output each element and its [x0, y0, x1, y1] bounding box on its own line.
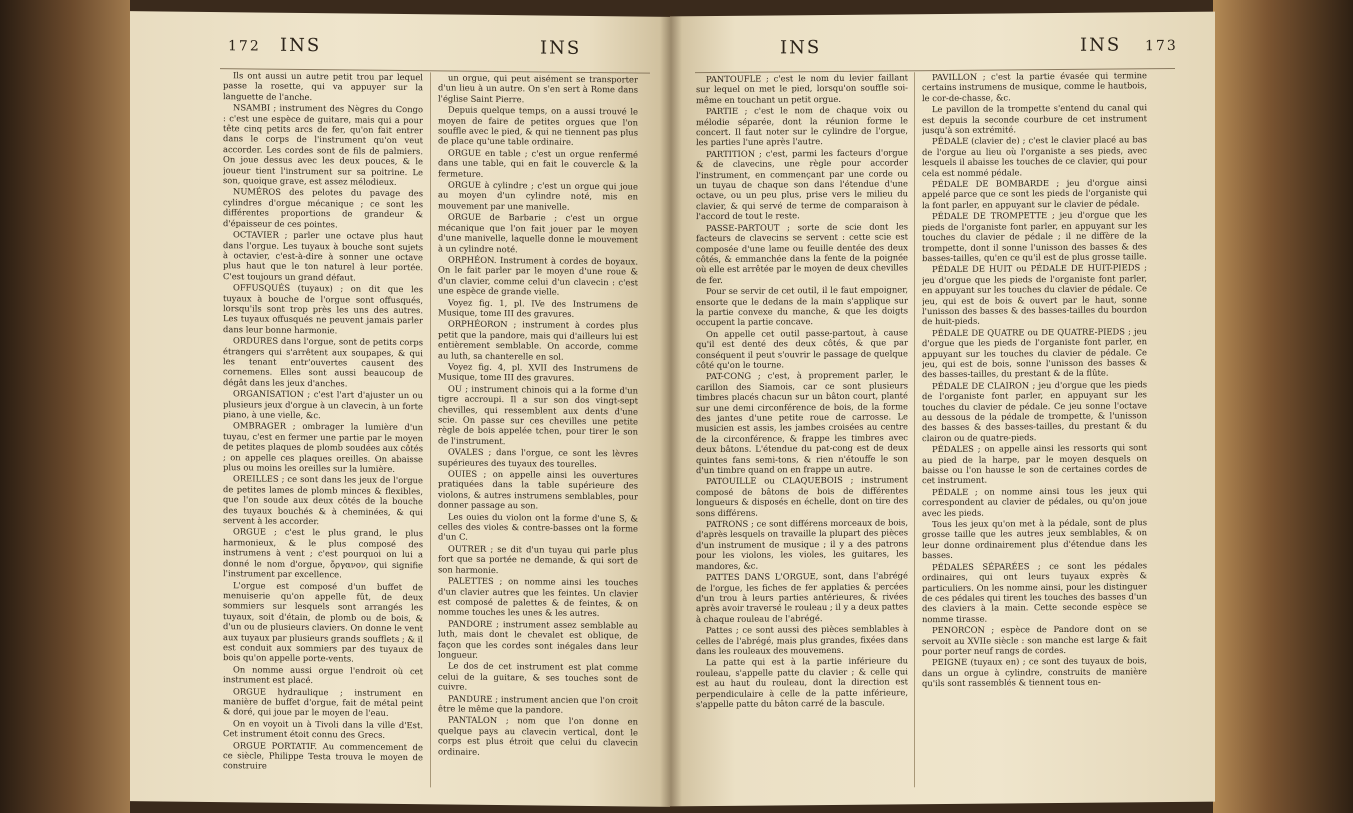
dictionary-entry: PANDURE ; instrument ancien que l'on croit être le même que la pandore.	[438, 693, 638, 715]
dictionary-entry: un orgue, qui peut aisément se transporter d'un lieu à un autre. On s'en sert à Rome dans l'église Saint Pierre.	[438, 72, 638, 105]
dictionary-entry: PATTES DANS L'ORGUE, sont, dans l'abrégé de l'orgue, les fiches de fer applaties & percées d'un trou à leurs parties antérieures, & rivées après avoir traversé le rouleau ; il y a deux pattes à chaque rouleau de l'abrégé.	[696, 570, 908, 624]
dictionary-entry: Tous les jeux qu'on met à la pédale, sont de plus grosse taille que les autres jeux semblables, & on leur donne ordinairement plus d'étendue dans les basses.	[922, 517, 1147, 561]
dictionary-entry: ORGUE hydraulique ; instrument en manière de buffet d'orgue, fait de métal peint & doré, qui joue par le moyen de l'eau.	[223, 685, 423, 719]
dictionary-entry: La patte qui est à la partie inférieure du rouleau, s'appelle patte du clavier ; & celle qui est au haut du rouleau, dont la direction est perpendiculaire à celle de la patte inférieure, s'appelle patte du bâton carré de la bascule.	[696, 655, 908, 710]
dictionary-entry: ORPHÉON. Instrument à cordes de boyaux. On le fait parler par le moyen d'une roue & d'un clavier, comme celui d'un clavecin : c'est une espèce de grande vielle.	[438, 254, 638, 297]
right-headword: INS	[1080, 34, 1122, 56]
dictionary-entry: PÉDALE DE HUIT ou PÉDALE DE HUIT-PIEDS ; jeu d'orgue que les pieds de l'organiste font parler, en appuyant sur les touches du clavier de pédale. Ce jeu, qui est de bois & ouvert par le haut, sonne l'unisson des basses & des basses-tailles du bourdon de huit-pieds.	[922, 262, 1147, 327]
right-page-header	[670, 34, 1215, 65]
dictionary-entry: Le pavillon de la trompette s'entend du canal qui est depuis la seconde courbure de cet instrument jusqu'à son extrémité.	[922, 102, 1147, 136]
dictionary-entry: OVALES ; dans l'orgue, ce sont les lèvres supérieures des tuyaux des tourelles.	[438, 446, 638, 469]
dictionary-entry: On nomme aussi orgue l'endroit où cet instrument est placé.	[223, 664, 423, 686]
dictionary-entry: PÉDALES SÉPARÉES ; ce sont les pédales ordinaires, qui ont leurs tuyaux exprès & particuliers. On les nomme ainsi, pour les distinguer de ces pédales qui tirent les touches des basses d'un des claviers à la main. Cette seconde espèce se nomme tirasse.	[922, 559, 1147, 624]
dictionary-entry: OFFUSQUÉS (tuyaux) ; on dit que les tuyaux à bouche de l'orgue sont offusqués, lorsqu'ils sont trop près les uns des autres. Les tuyaux offusqués ne peuvent jamais parler dans leur bonne harmonie.	[223, 282, 423, 336]
dictionary-entry: PÉDALE DE BOMBARDE ; jeu d'orgue ainsi appelé parce que ce sont les pieds de l'organiste qui la font parler, en appuyant sur le clavier de pédale.	[922, 177, 1147, 211]
left-headword: INS	[280, 34, 322, 57]
left-column-divider	[430, 72, 431, 787]
dictionary-entry: PATRONS ; ce sont différens morceaux de bois, d'après lesquels on travaille la plupart des pièces d'un instrument de musique ; il y a des patrons pour les violons, les violes, les guitares, les mandores, &c.	[696, 517, 908, 571]
dictionary-entry: Le dos de cet instrument est plat comme celui de la guitare, & ses touches sont de cuivre.	[438, 660, 638, 692]
dictionary-entry: PANDORE ; instrument assez semblable au luth, mais dont le chevalet est oblique, de façon que les cordes sont inégales dans leur longueur.	[438, 618, 638, 660]
dictionary-entry: NSAMBI ; instrument des Nègres du Congo : c'est une espèce de guitare, mais qui a pour tête cinq petits arcs de fer, qu'on fait entrer dans le corps de l'instrument qu'on veut accorder. Les cordes sont de fils de palmiers. On joue dessus avec les deux pouces, & le joueur tient l'instrument sur sa poitrine. Le son, quoique grave, est assez mélodieux.	[223, 102, 423, 188]
dictionary-entry: PÉDALE DE CLAIRON ; jeu d'orgue que les pieds de l'organiste font parler, en appuyant sur les touches du clavier de pédale. Ce jeu sonne l'octave au dessous de la pédale de trompette, & l'unisson des basses & des basses-tailles, du prestant & du clairon ou de quatre-pieds.	[922, 378, 1147, 443]
dictionary-entry: ORGUE ; c'est le plus grand, le plus harmonieux, & le plus composé des instrumens à vent ; c'est pourquoi on lui a donné le nom d'orgue, ὄργανον, qui signifie l'instrument par excellence.	[223, 526, 423, 580]
right-center-headword: INS	[780, 37, 822, 59]
dictionary-entry: Pour se servir de cet outil, il le faut empoigner, ensorte que le dedans de la main s'applique sur la partie convexe du manche, & que les doigts occupent la partie concave.	[696, 284, 908, 328]
dictionary-entry: OU ; instrument chinois qui a la forme d'un tigre accroupi. Il a sur son dos vingt-sept chevilles, qui ressemblent aux dents d'une scie. On passe sur ces chevilles une petite règle de bois appelée tchen, pour tirer le son de l'instrument.	[438, 383, 638, 446]
right-page-column-2	[922, 70, 1147, 787]
dictionary-entry: Voyez fig. 1, pl. IVe des Instrumens de Musique, tome III des gravures.	[438, 297, 638, 319]
dictionary-entry: PÉDALE (clavier de) ; c'est le clavier placé au bas de l'orgue au lieu où l'organiste a ses pieds, avec lesquels il abaisse les touches de ce clavier, qui pour cela est nommé pédale.	[922, 134, 1147, 178]
dictionary-entry: On en voyoit un à Tivoli dans la ville d'Est. Cet instrument étoit connu des Grecs.	[223, 718, 423, 741]
book-cover-left	[0, 0, 130, 813]
dictionary-entry: PANTALON ; nom que l'on donne en quelque pays au clavecin vertical, dont le corps est plus étroit que celui du clavecin ordinaire.	[438, 714, 638, 757]
dictionary-entry: ORGUE en table ; c'est un orgue renfermé dans une table, qui en fait le couvercle & la fermeture.	[438, 147, 638, 179]
dictionary-entry: PARTITION ; c'est, parmi les facteurs d'orgue & de clavecins, une règle pour accorder l'instrument, en commençant par une corde ou un tuyau de chaque son dans l'étendue d'une octave, ou un peu plus, prise vers le milieu du clavier, & qui servé de terme de comparaison à l'accord de tout le reste.	[696, 147, 908, 222]
dictionary-entry: OMBRAGER ; ombrager la lumière d'un tuyau, c'est en fermer une partie par le moyen de petites plaques de plomb soudées aux côtés ; on appelle ces plaques oreilles. On abaisse plus ou moins les oreilles sur la lumière.	[223, 420, 423, 474]
left-center-headword: INS	[540, 37, 582, 59]
dictionary-entry: On appelle cet outil passe-partout, à cause qu'il est denté des deux côtés, & que par conséquent il peut s'ouvrir le passage de quelque côté qu'on le tourne.	[696, 327, 908, 371]
dictionary-entry: Les ouies du violon ont la forme d'une S, & celles des violes & contre-basses ont la forme d'un C.	[438, 511, 638, 543]
dictionary-entry: OUIES ; on appelle ainsi les ouvertures pratiquées dans la table supérieure des violons, & autres instrumens semblables, pour donner passage au son.	[438, 468, 638, 511]
dictionary-entry: PÉDALE DE TROMPETTE ; jeu d'orgue que les pieds de l'organiste font parler, en appuyant sur les touches du clavier de pédale ; il ne diffère de la trompette, dont il sonne l'unisson des basses & des basses-tailles, qu'en ce qu'il est de plus grosse taille.	[922, 209, 1147, 264]
book-gutter	[660, 10, 682, 810]
dictionary-entry: OREILLES ; ce sont dans les jeux de l'orgue de petites lames de plomb minces & flexibles, que l'on soude aux deux côtés de la bouche des tuyaux bouchés & à cheminées, & qui servent à les accorder.	[223, 473, 423, 527]
dictionary-entry: Ils ont aussi un autre petit trou par lequel passe la rosette, qui va appuyer sur la languette de l'anche.	[223, 70, 423, 102]
dictionary-entry: PARTIE ; c'est le nom de chaque voix ou mélodie séparée, dont la réunion forme le concert. Il faut noter sur le cylindre de l'orgue, les parties l'une après l'autre.	[696, 104, 908, 148]
dictionary-entry: PASSE-PARTOUT ; sorte de scie dont les facteurs de clavecins se servent : cette scie est composée d'une lame ou feuille dentée des deux côtés, & emmanchée dans la fente de la poignée où elle est arrêtée par le moyen de deux chevilles de fer.	[696, 220, 908, 285]
left-page-column-1	[223, 70, 423, 787]
dictionary-entry: ORGUE de Barbarie ; c'est un orgue mécanique que l'on fait jouer par le moyen d'une manivelle, laquelle donne le mouvement à un cylindre noté.	[438, 211, 638, 254]
dictionary-entry: ORGUE PORTATIF. Au commencement de ce siècle, Philippe Testa trouva le moyen de construire	[223, 739, 423, 772]
right-page	[670, 12, 1215, 807]
dictionary-entry: ORDURES dans l'orgue, sont de petits corps étrangers qui s'arrêtent aux soupapes, & qui les tenant entr'ouvertes causent des cornemens. Elles sont aussi beaucoup de dégât dans les jeux d'anches.	[223, 335, 423, 389]
dictionary-entry: PÉDALE ; on nomme ainsi tous les jeux qui correspondent au clavier de pédales, ou qu'on joue avec les pieds.	[922, 485, 1147, 518]
dictionary-entry: ORPHÉORON ; instrument à cordes plus petit que la pandore, mais qui d'ailleurs lui est entièrement semblable. On accorde, comme au luth, sa chanterelle en sol.	[438, 318, 638, 362]
dictionary-entry: PALETTES ; on nomme ainsi les touches d'un clavier autres que les feintes. Un clavier est composé de palettes & de feintes, & on nomme touches les unes & les autres.	[438, 575, 638, 619]
dictionary-entry: Depuis quelque temps, on a aussi trouvé le moyen de faire de petites orgues que l'on souffle avec le pied, & qui ne tiennent pas plus de place qu'une table ordinaire.	[438, 104, 638, 148]
dictionary-entry: PEIGNE (tuyaux en) ; ce sont des tuyaux de bois, dans un orgue à cylindre, construits de manière qu'ils sont rassemblés & tiennent tous en-	[922, 655, 1147, 689]
dictionary-entry: ORGANISATION ; c'est l'art d'ajuster un ou plusieurs jeux d'orgue à un clavecin, à un forte piano, à une vielle, &c.	[223, 388, 423, 421]
left-page-header	[130, 33, 670, 65]
left-page-column-2	[438, 72, 638, 789]
dictionary-entry: PATOUILLE ou CLAQUEBOIS ; instrument composé de bâtons de bois de différentes longueurs & disposés en échelle, dont on tire des sons différens.	[696, 474, 908, 518]
dictionary-entry: Pattes ; ce sont aussi des pièces semblables à celles de l'abrégé, mais plus grandes, fixées dans dans les rouleaux des mouvemens.	[696, 623, 908, 657]
left-page	[130, 11, 670, 807]
right-column-divider	[914, 72, 915, 787]
dictionary-entry: PENORCON ; espèce de Pandore dont on se servoit au XVIIe siècle : son manche est large & fait pour porter neuf rangs de cordes.	[922, 623, 1147, 657]
dictionary-entry: NUMÉROS des pelotes du pavage des cylindres d'orgue mécanique ; ce sont les différentes proportions de grandeur & d'épaisseur de ces pointes.	[223, 186, 423, 230]
dictionary-entry: PANTOUFLE ; c'est le nom du levier faillant sur lequel on met le pied, lorsqu'on souffle soi-même en touchant un petit orgue.	[696, 72, 908, 105]
dictionary-entry: Voyez fig. 4, pl. XVII des Instrumens de Musique, tome III des gravures.	[438, 361, 638, 384]
dictionary-entry: PAVILLON ; c'est la partie évasée qui termine certains instrumens de musique, comme le hautbois, le cor-de-chasse, &c.	[922, 70, 1147, 103]
dictionary-entry: OCTAVIER ; parler une octave plus haut dans l'orgue. Les tuyaux à bouche sont sujets à octavier, c'est-à-dire à sonner une octave plus haut que le ton naturel à leur portée. C'est toujours un grand défaut.	[223, 229, 423, 283]
dictionary-entry: OUTRER ; se dit d'un tuyau qui parle plus fort que sa portée ne demande, & qui sort de son harmonie.	[438, 543, 638, 575]
left-page-number: 172	[228, 38, 261, 55]
dictionary-entry: PAT-CONG ; c'est, à proprement parler, le carillon des Siamois, car ce sont plusieurs timbres placés chacun sur un bâton court, planté sur une demi circonférence de bois, de la forme des jantes d'une petite roue de carrosse. Le musicien est assis, les jambes croisées au centre de la circonférence, & frappe les timbres avec deux bâtons. L'étendue du pat-cong est de deux quintes fans semi-tons, & rien n'étouffe le son d'un timbre quand on en frappe un autre.	[696, 369, 908, 476]
dictionary-entry: ORGUE à cylindre ; c'est un orgue qui joue au moyen d'un cylindre noté, mis en mouvement par une manivelle.	[438, 179, 638, 212]
dictionary-entry: L'orgue est composé d'un buffet de menuiserie qu'on appelle fût, de deux sommiers sur lesquels sont arrangés les tuyaux, soit d'étain, de plomb ou de bois, & d'un ou de plusieurs claviers. On donne le vent aux tuyaux par plusieurs grands soufflets ; & il est conduit aux sommiers par des tuyaux de bois qu'on appelle porte-vents.	[223, 579, 423, 664]
dictionary-entry: PÉDALES ; on appelle ainsi les ressorts qui sont au pied de la harpe, par le moyen desquels on baisse ou l'on hausse le son de certaines cordes de cet instrument.	[922, 442, 1147, 486]
book-cover-right	[1213, 0, 1353, 813]
dictionary-entry: PÉDALE DE QUATRE ou DE QUATRE-PIEDS ; jeu d'orgue que les pieds de l'organiste font parler, en appuyant sur les touches du clavier de pédale. Ce jeu, qui est de bois, sonne l'unisson des basses & des basses-tailles, du prestant & de la flûte.	[922, 325, 1147, 380]
right-page-column-1	[696, 72, 908, 789]
right-page-number: 173	[1145, 37, 1178, 55]
